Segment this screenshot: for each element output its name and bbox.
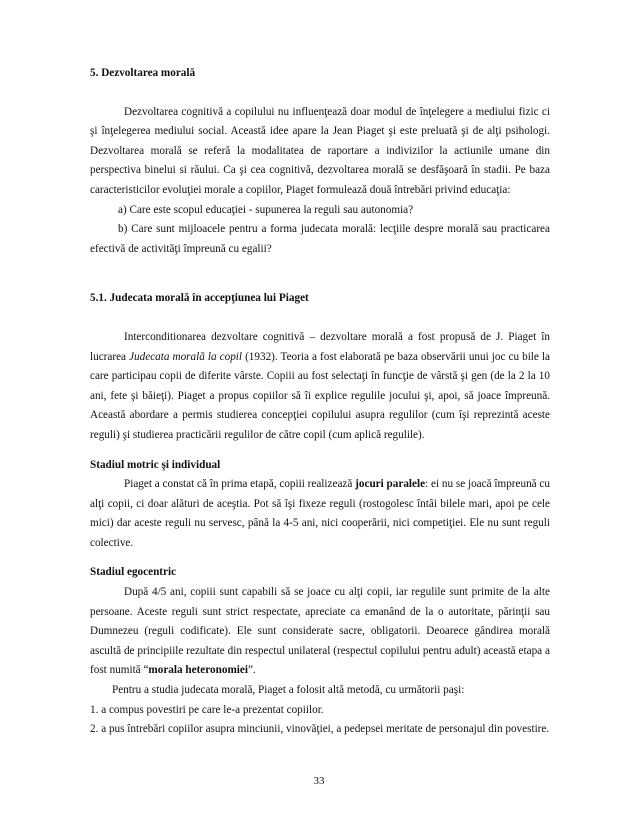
stage-heading-motric: Stadiul motric şi individual: [90, 458, 221, 471]
paragraph-text: (1932). Teoria a fost elaborată pe baza observării unui joc cu bile la care participau copii de diferite vârste. Copiii au fost selectaţi în funcţie de vârstă şi gen (de la 2 la 10 ani, fete şi băieţi). Piaget a propus copiilor să îi explice regulile jocului şi, apoi, să joace împreună. Această abordare a permis studierea concepţiei copilului asupra regulilor (cum îşi reprezintă aceste reguli) şi studierea practicării regulilor de către copil (cum aplică regulile).: [90, 350, 551, 441]
section-5-paragraph: Dezvoltarea cognitivă a copilului nu influenţează doar modul de înţelegere a mediului fizic ci şi înţelegerea mediului social. Această idee apare la Jean Piaget şi este preluată şi de alţi psihologi. Dezvoltarea morală se referă la modalitatea de raportare a indivizilor la actiunile umane din perspectiva binelui si răului. Ca şi cea cognitivă, dezvoltarea morală se desfăşoară în stadii. Pe baza caracteristicilor evoluţiei morale a copiilor, Piaget formulează două întrebări privind educaţia:: [90, 105, 550, 196]
paragraph-text: ”.: [247, 664, 256, 677]
paragraph-text: : ei nu se joacă împreună cu alţi copii, ci doar alături de aceştia. Pot să îşi fixeze reguli (rostogolesc întâi bilele mari, apoi pe cele mici) dar aceste reguli nu servesc, până la 4-5 ani, nici cooperării, nici competiţiei. Ele nu sunt reguli colective.: [90, 478, 550, 549]
page-number: 33: [313, 775, 325, 787]
question-b: b) Care sunt mijloacele pentru a forma judecata morală: lecţiile despre morală sau practicarea efectivă de activităţi împreună cu egalii?: [90, 223, 550, 255]
question-a: a) Care este scopul educaţiei - supunerea la reguli sau autonomia?: [118, 203, 414, 216]
paragraph-text: Piaget a constat că în prima etapă, copiii realizează: [124, 478, 356, 491]
section-heading-5: 5. Dezvoltarea morală: [90, 67, 196, 79]
stage-motric-paragraph: [90, 475, 550, 553]
page-content: [90, 64, 550, 740]
stage-heading-egocentric: Stadiul egocentric: [90, 566, 177, 579]
section-5-1-paragraph: [90, 328, 550, 446]
paragraph-text: Interconditionarea dezvoltare cognitivă – dezvoltare morală a fost propusă de J. Piaget în lucrarea: [90, 330, 550, 363]
emphasis-term: morala heteronomiei: [148, 664, 248, 677]
section-heading-5-1: 5.1. Judecata morală în accepţiunea lui Piaget: [90, 292, 309, 305]
book-title: Judecata morală la copil: [129, 350, 243, 363]
emphasis-term: jocuri paralele: [355, 478, 426, 491]
stage-egocentric-paragraph: [90, 583, 550, 681]
paragraph-text: După 4/5 ani, copiii sunt capabili să se joace cu alţi copii, iar regulile sunt primite de la alte persoane. Aceste reguli sunt strict respectate, apreciate ca emanând de la o autoritate, părinţii sau Dumnezeu (reguli codificate). Ele sunt considerate sacre, obligatorii. Deoarece gândirea morală ascultă de principiile rezultate din respectul unilateral (respectul copilului pentru adult) această etapa a fost numită “: [90, 586, 550, 677]
method-step-2: 2. a pus întrebări copiilor asupra minciunii, vinovăţiei, a pedepsei meritate de personajul din povestire.: [90, 723, 550, 736]
method-step-1: 1. a compus povestiri pe care le-a prezentat copiilor.: [90, 703, 324, 716]
method-paragraph: Pentru a studia judecata morală, Piaget a folosit altă metodă, cu următorii paşi:: [112, 684, 465, 697]
